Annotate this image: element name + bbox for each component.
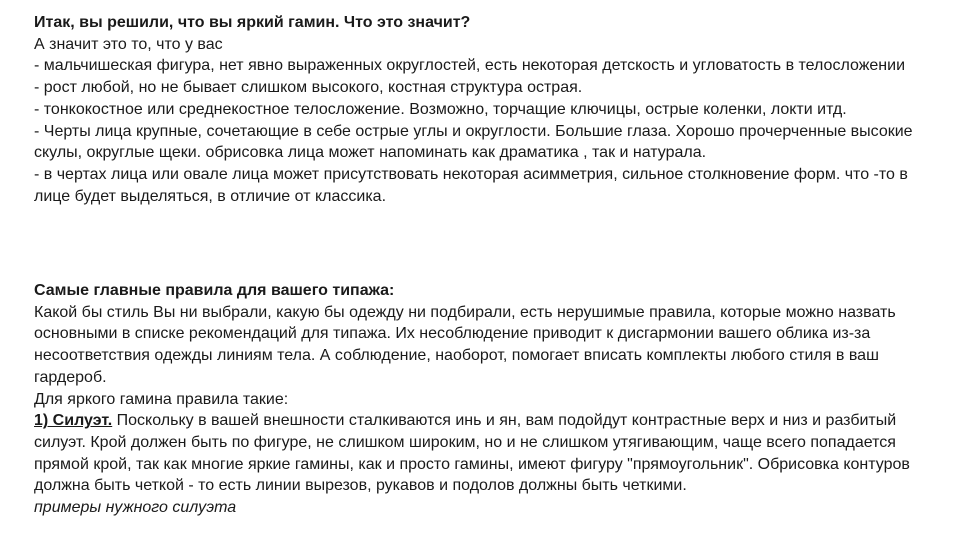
list-item: - мальчишеская фигура, нет явно выраженных округлостей, есть некоторая детскость и угловатость в телосложении [34, 57, 905, 75]
list-item: - тонкокостное или среднекостное телосложение. Возможно, торчащие ключицы, острые коленки, локти итд. [34, 100, 847, 118]
rules-intro: Для яркого гамина правила такие: [34, 390, 289, 408]
section-heading: Итак, вы решили, что вы яркий гамин. Что это значит? [34, 14, 471, 31]
rule-title: 1) Силуэт. [34, 412, 113, 430]
list-item: - рост любой, но не бывает слишком высокого, костная структура острая. [34, 79, 583, 97]
rule-text: Поскольку в вашей внешности сталкиваются инь и ян, вам подойдут контрастные верх и низ и разбитый силуэт. Крой должен быть по фигуре, не слишком широким, но и не слишком утягивающим, чаще всего попадается прямой крой, так как многие яркие гамины, как и просто гамины, имеют фигуру "прямоугольник". Обрисовка контуров должна быть четкой - то есть линии вырезов, рукавов и подолов должны быть четкими. [34, 412, 910, 495]
intro-text: А значит это то, что у вас [34, 35, 223, 53]
list-item: - Черты лица крупные, сочетающие в себе острые углы и округлости. Большие глаза. Хорошо прочерченные высокие скулы, округлые щеки. обрисовка лица может напоминать как драматика , так и натурала. [34, 122, 913, 162]
list-item: - в чертах лица или овале лица может присутствовать некоторая асимметрия, сильное столкновение форм. что -то в лице будет выделяться, в отличие от классика. [34, 165, 908, 205]
rules-heading: Самые главные правила для вашего типажа: [34, 282, 395, 299]
rule-item [34, 410, 939, 497]
examples-caption: примеры нужного силуэта [34, 499, 237, 517]
style-rules [34, 280, 939, 519]
rules-paragraph: Какой бы стиль Вы ни выбрали, какую бы одежду ни подбирали, есть нерушимые правила, которые можно назвать основными в списке рекомендаций для типажа. Их несоблюдение приводит к дисгармонии вашего облика из-за несоответствия одежды линиям тела. А соблюдение, наоборот, помогает вписать комплекты любого стиля в ваш гардероб. [34, 303, 896, 386]
body-type-description [34, 12, 939, 207]
